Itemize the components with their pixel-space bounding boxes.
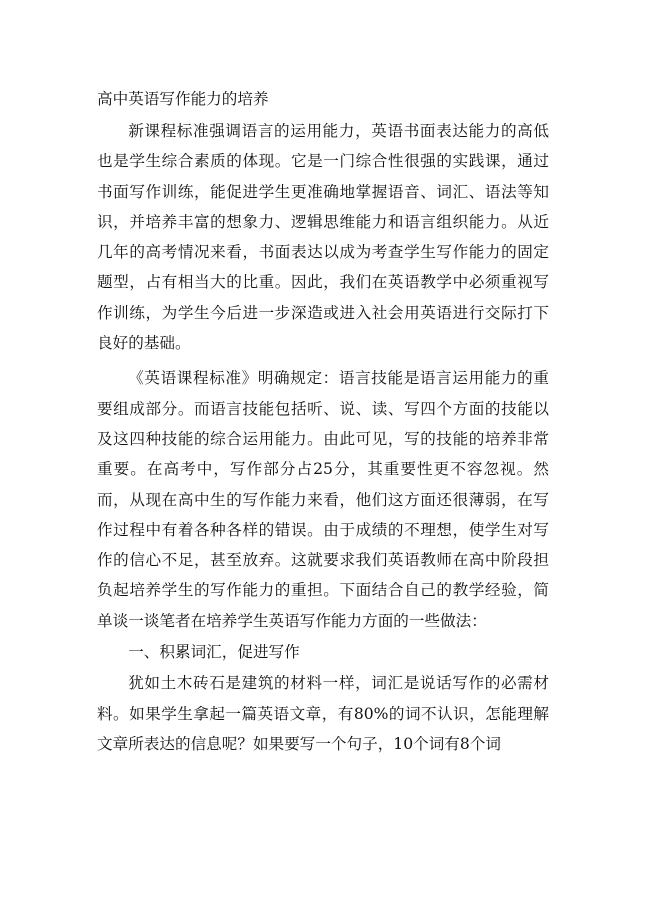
paragraph-curriculum-standard: 《英语课程标准》明确规定：语言技能是语言运用能力的重要组成部分。而语言技能包括听、说、读、写四个方面的技能以及这四种技能的综合运用能力。由此可见，写的技能的培养非常重要。在高考中，写作部分占25分，其重要性更不容忽视。然而，从现在高中生的写作能力来看，他们这方面还很薄弱，在写作过程中有着各种各样的错误。由于成绩的不理想，使学生对写作的信心不足，甚至放弃。这就要求我们英语教师在高中阶段担负起培养学生的写作能力的重担。下面结合自己的教学经验，简单谈一谈笔者在培养学生英语写作能力方面的一些做法： [97, 369, 549, 630]
document-title: 高中英语写作能力的培养 [97, 90, 269, 108]
section-heading: 一、积累词汇，促进写作 [128, 643, 300, 662]
document-body [97, 86, 549, 759]
paragraph-vocabulary: 犹如土木砖石是建筑的材料一样，词汇是说话写作的必需材料。如果学生拿起一篇英语文章，有80%的词不认识，怎能理解文章所表达的信息呢？如果要写一个句子，10个词有8个词 [97, 674, 549, 753]
paragraph-intro: 新课程标准强调语言的运用能力，英语书面表达能力的高低也是学生综合素质的体现。它是一门综合性很强的实践课，通过书面写作训练，能促进学生更准确地掌握语音、词汇、语法等知识，并培养丰富的想象力、逻辑思维能力和语言组织能力。从近几年的高考情况来看，书面表达以成为考查学生写作能力的固定题型，占有相当大的比重。因此，我们在英语教学中必须重视写作训练，为学生今后进一步深造或进入社会用英语进行交际打下良好的基础。 [97, 122, 549, 353]
